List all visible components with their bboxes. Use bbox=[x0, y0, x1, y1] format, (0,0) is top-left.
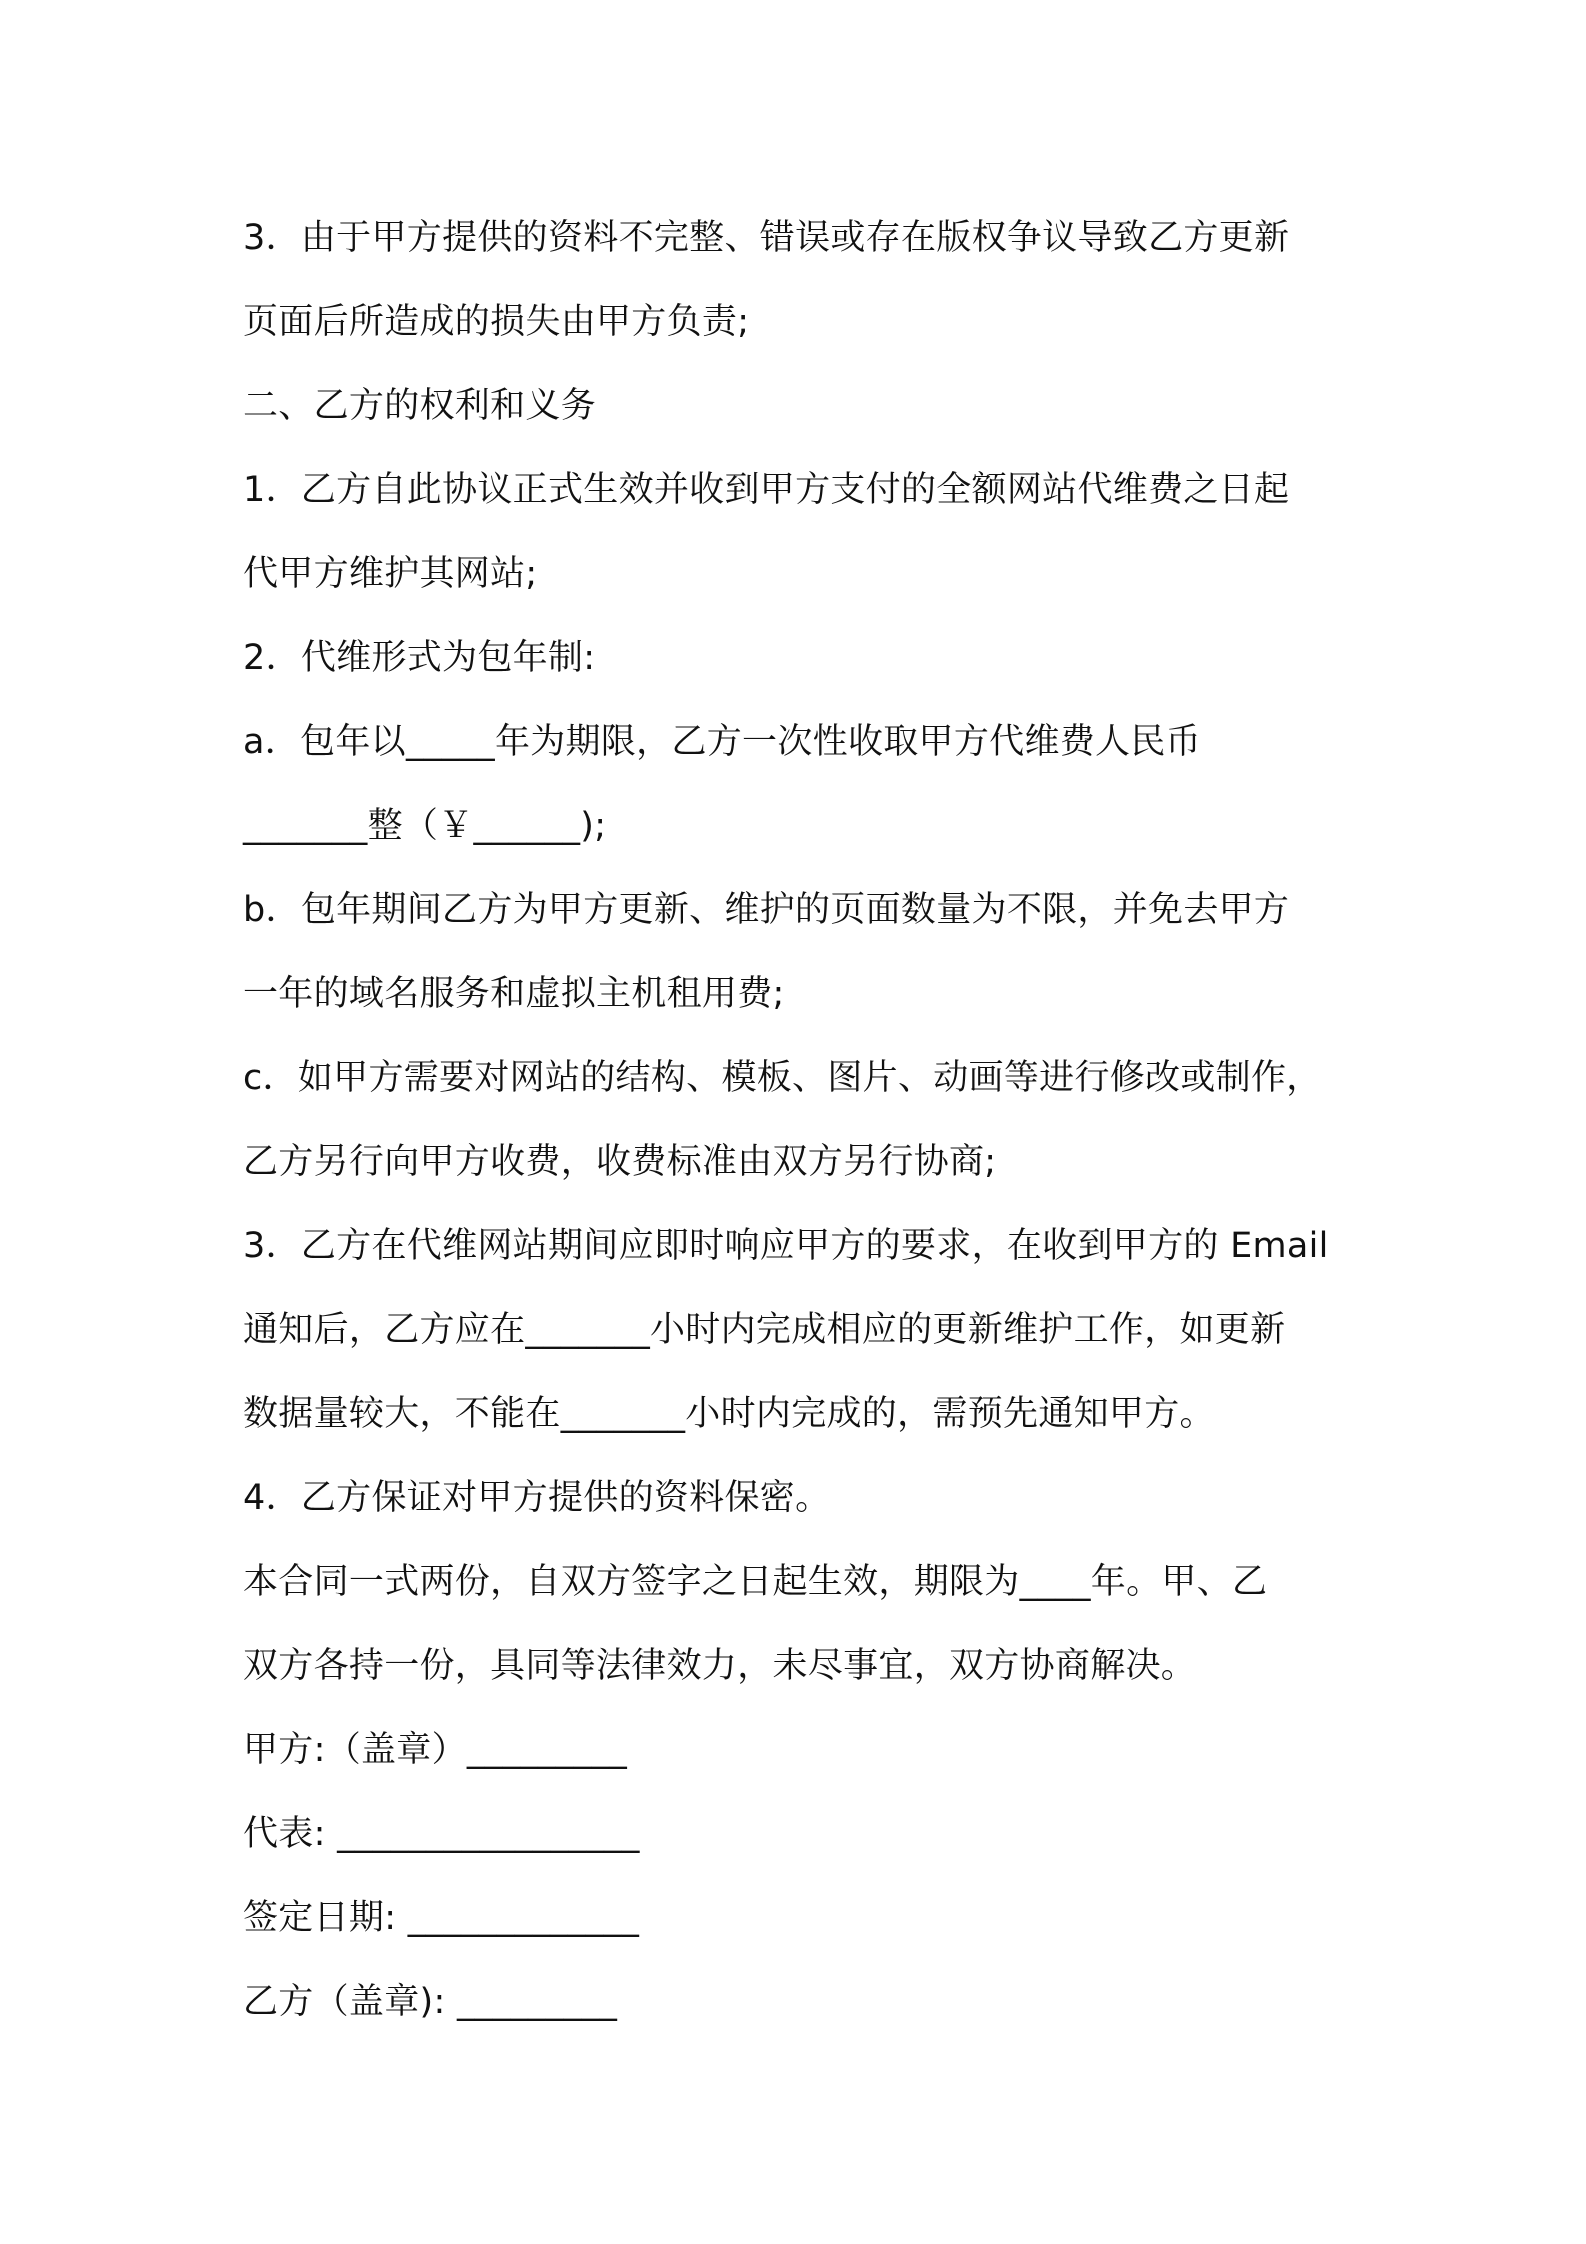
sub-clause-a-line-1: a．包年以_____年为期限，乙方一次性收取甲方代维费人民币 bbox=[243, 722, 1201, 762]
clause-1-b-line-1: 1．乙方自此协议正式生效并收到甲方支付的全额网站代维费之日起 bbox=[243, 470, 1290, 510]
clause-3-b-line-1: 3．乙方在代维网站期间应即时响应甲方的要求，在收到甲方的 Email bbox=[243, 1226, 1329, 1266]
sub-clause-a-line-2: _______整（￥______); bbox=[243, 806, 607, 846]
sub-clause-b-line-1: b．包年期间乙方为甲方更新、维护的页面数量为不限，并免去甲方 bbox=[243, 890, 1290, 930]
document-body bbox=[243, 196, 1363, 2044]
sub-clause-c-line-2: 乙方另行向甲方收费，收费标准由双方另行协商; bbox=[243, 1142, 997, 1182]
sub-clause-c-line-1: c．如甲方需要对网站的结构、模板、图片、动画等进行修改或制作， bbox=[243, 1058, 1322, 1098]
signature-party-a: 甲方:（盖章）_________ bbox=[243, 1730, 628, 1770]
clause-3-b-line-3: 数据量较大，不能在_______小时内完成的，需预先通知甲方。 bbox=[243, 1394, 1215, 1434]
clause-4-b: 4．乙方保证对甲方提供的资料保密。 bbox=[243, 1478, 831, 1518]
signature-representative: 代表: _________________ bbox=[243, 1814, 640, 1854]
clause-1-b-line-2: 代甲方维护其网站; bbox=[243, 554, 538, 594]
clause-3-b-line-2: 通知后，乙方应在_______小时内完成相应的更新维护工作，如更新 bbox=[243, 1310, 1286, 1350]
contract-validity-line-1: 本合同一式两份，自双方签字之日起生效，期限为____年。甲、乙 bbox=[243, 1562, 1268, 1602]
sub-clause-b-line-2: 一年的域名服务和虚拟主机租用费; bbox=[243, 974, 785, 1014]
clause-3-a-line-2: 页面后所造成的损失由甲方负责; bbox=[243, 302, 750, 342]
contract-validity-line-2: 双方各持一份，具同等法律效力，未尽事宜，双方协商解决。 bbox=[243, 1646, 1197, 1686]
signature-date: 签定日期: _____________ bbox=[243, 1898, 640, 1938]
section-heading-party-b: 二、乙方的权利和义务 bbox=[243, 386, 597, 426]
signature-party-b: 乙方（盖章): _________ bbox=[243, 1982, 618, 2022]
clause-2-b: 2．代维形式为包年制: bbox=[243, 638, 596, 678]
clause-3-a-line-1: 3．由于甲方提供的资料不完整、错误或存在版权争议导致乙方更新 bbox=[243, 218, 1290, 258]
